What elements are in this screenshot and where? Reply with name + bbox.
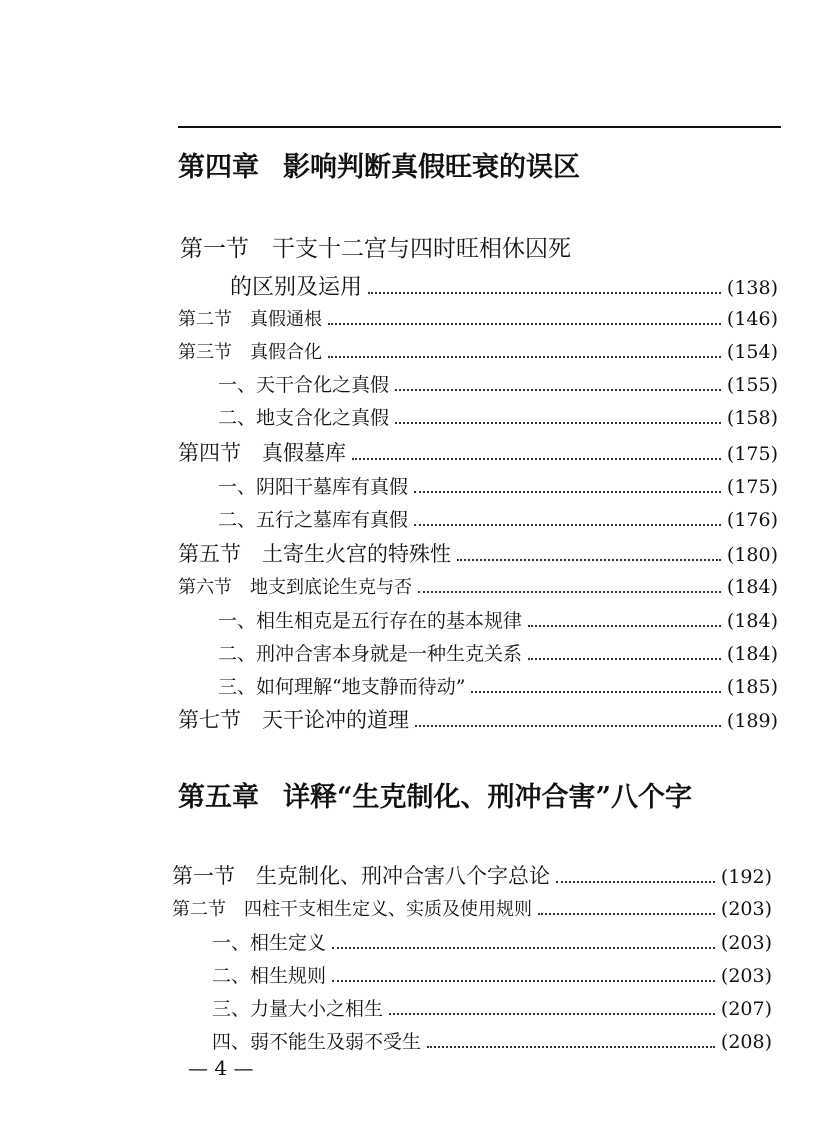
entry-page-number: (180): [726, 544, 778, 566]
toc-entry[interactable]: [212, 961, 772, 988]
entry-page-number: (146): [726, 308, 778, 330]
dot-leader: [538, 913, 715, 915]
entry-label: 第四节 真假墓库: [178, 441, 346, 465]
chapter-heading: [178, 775, 692, 814]
entry-label: 二、刑冲合害本身就是一种生克关系: [218, 643, 523, 665]
toc-entry[interactable]: [218, 403, 778, 430]
dot-leader: [556, 881, 715, 883]
entry-page-number: (175): [726, 443, 778, 465]
entry-label: 一、相生定义: [212, 932, 327, 954]
entry-page-number: (158): [726, 407, 778, 429]
dot-leader: [415, 725, 721, 727]
entry-label: 一、阴阳干墓库有真假: [218, 476, 409, 498]
toc-entry[interactable]: [218, 472, 778, 499]
toc-entry[interactable]: [172, 895, 772, 921]
entry-label: 第二节 真假通根: [178, 309, 322, 330]
entry-label: 第三节 真假合化: [178, 342, 322, 363]
entry-page-number: (203): [720, 932, 772, 954]
entry-page-number: (184): [726, 576, 778, 598]
dot-leader: [414, 491, 721, 493]
entry-label: 二、五行之墓库有真假: [218, 509, 409, 531]
entry-page-number: (154): [726, 341, 778, 363]
entry-page-number: (203): [720, 898, 772, 920]
entry-page-number: (155): [726, 374, 778, 396]
entry-label: 第六节 地支到底论生克与否: [178, 577, 412, 598]
toc-entry[interactable]: [178, 538, 778, 568]
entry-page-number: (207): [720, 998, 772, 1020]
toc-entry[interactable]: [218, 672, 778, 699]
chapter-number: 第四章: [178, 152, 259, 183]
entry-label: 一、天干合化之真假: [218, 374, 390, 396]
chapter-number: 第五章: [178, 782, 259, 813]
entry-label: 二、地支合化之真假: [218, 407, 390, 429]
toc-entry[interactable]: [212, 1027, 772, 1054]
dot-leader: [457, 559, 721, 561]
toc-entry[interactable]: [218, 639, 778, 666]
dot-leader: [328, 356, 721, 358]
entry-label: 第一节 生克制化、刑冲合害八个字总论: [172, 864, 550, 888]
entry-page-number: (208): [720, 1031, 772, 1053]
page-number-footer: — 4 —: [188, 1056, 254, 1080]
dot-leader: [328, 323, 721, 325]
toc-entry[interactable]: [230, 270, 778, 301]
dot-leader: [332, 980, 715, 982]
toc-entry-section[interactable]: [180, 230, 571, 263]
dot-leader: [368, 292, 721, 294]
toc-entry[interactable]: [218, 370, 778, 397]
entry-label: 三、如何理解“地支静而待动”: [218, 676, 466, 698]
entry-page-number: (176): [726, 509, 778, 531]
entry-label: 第七节 天干论冲的道理: [178, 708, 409, 732]
dot-leader: [332, 947, 715, 949]
entry-label: 四、弱不能生及弱不受生: [212, 1031, 422, 1053]
dot-leader: [389, 1013, 715, 1015]
entry-page-number: (203): [720, 965, 772, 987]
entry-page-number: (189): [726, 710, 778, 732]
entry-label: 的区别及运用: [230, 275, 363, 300]
dot-leader: [395, 389, 721, 391]
dot-leader: [414, 524, 721, 526]
entry-page-number: (185): [726, 676, 778, 698]
dot-leader: [528, 658, 721, 660]
toc-entry[interactable]: [172, 860, 772, 890]
toc-entry[interactable]: [178, 573, 778, 599]
toc-entry[interactable]: [212, 994, 772, 1021]
dot-leader: [395, 422, 721, 424]
entry-page-number: (184): [726, 643, 778, 665]
toc-entry[interactable]: [178, 305, 778, 331]
entry-page-number: (184): [726, 610, 778, 632]
dot-leader: [427, 1046, 715, 1048]
entry-label: 第五节 土寄生火宫的特殊性: [178, 542, 451, 566]
entry-page-number: (192): [720, 866, 772, 888]
chapter-heading: [178, 145, 580, 184]
toc-entry[interactable]: [212, 928, 772, 955]
entry-label: 三、力量大小之相生: [212, 998, 384, 1020]
toc-entry[interactable]: [178, 437, 778, 467]
dot-leader: [528, 625, 721, 627]
dot-leader: [352, 458, 721, 460]
dot-leader: [471, 691, 720, 693]
top-rule: [178, 126, 781, 128]
entry-label: 一、相生相克是五行存在的基本规律: [218, 610, 523, 632]
entry-label: 第一节 干支十二宫与四时旺相休囚死: [180, 236, 571, 262]
entry-label: 二、相生规则: [212, 965, 327, 987]
toc-entry[interactable]: [218, 606, 778, 633]
entry-label: 第二节 四柱干支相生定义、实质及使用规则: [172, 899, 532, 920]
dot-leader: [418, 591, 721, 593]
toc-entry[interactable]: [178, 338, 778, 364]
toc-entry[interactable]: [218, 505, 778, 532]
toc-entry[interactable]: [178, 704, 778, 734]
entry-page-number: (175): [726, 476, 778, 498]
chapter-title: 详释“生克制化、刑冲合害”八个字: [283, 782, 693, 813]
chapter-title: 影响判断真假旺衰的误区: [283, 152, 580, 183]
entry-page-number: (138): [726, 277, 778, 299]
